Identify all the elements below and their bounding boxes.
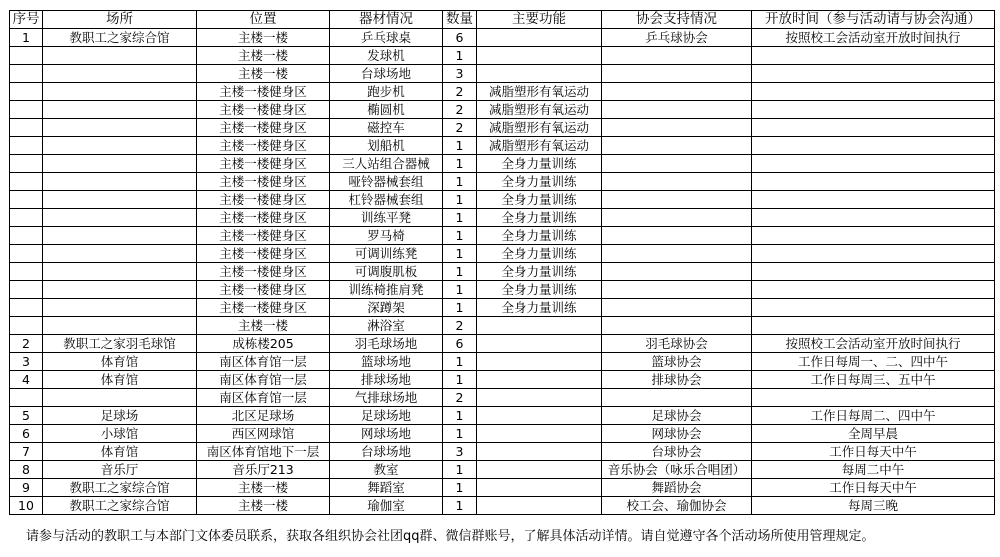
col-index: 6 — [10, 425, 43, 443]
col-equipment: 深蹲架 — [330, 299, 443, 317]
col-location: 南区体育馆一层 — [197, 353, 330, 371]
col-equipment: 罗马椅 — [330, 227, 443, 245]
col-index — [10, 281, 43, 299]
col-open-time: 按照校工会活动室开放时间执行 — [752, 29, 995, 47]
col-location: 主楼一楼 — [197, 317, 330, 335]
col-equipment: 乒乓球桌 — [330, 29, 443, 47]
col-open-time — [752, 83, 995, 101]
col-function: 全身力量训练 — [477, 299, 602, 317]
col-open-time: 按照校工会活动室开放时间执行 — [752, 335, 995, 353]
col-function — [477, 497, 602, 515]
col-open-time — [752, 209, 995, 227]
col-quantity: 2 — [443, 83, 477, 101]
col-open-time — [752, 245, 995, 263]
col-location: 主楼一楼健身区 — [197, 137, 330, 155]
col-open-time — [752, 227, 995, 245]
col-quantity: 1 — [443, 371, 477, 389]
col-venue — [43, 191, 197, 209]
col-quantity: 6 — [443, 29, 477, 47]
col-function: 全身力量训练 — [477, 191, 602, 209]
col-open-time — [752, 137, 995, 155]
col-function: 全身力量训练 — [477, 281, 602, 299]
header-col-association: 协会支持情况 — [602, 11, 752, 29]
col-venue — [43, 155, 197, 173]
col-equipment: 足球场地 — [330, 407, 443, 425]
table-row — [10, 119, 995, 137]
table-row — [10, 443, 995, 461]
table-row — [10, 245, 995, 263]
col-function: 全身力量训练 — [477, 209, 602, 227]
table-row — [10, 155, 995, 173]
col-index — [10, 263, 43, 281]
col-open-time: 工作日每周二、四中午 — [752, 407, 995, 425]
col-venue: 足球场 — [43, 407, 197, 425]
col-location: 主楼一楼健身区 — [197, 281, 330, 299]
col-location: 主楼一楼健身区 — [197, 263, 330, 281]
col-quantity: 1 — [443, 191, 477, 209]
col-equipment: 可调腹肌板 — [330, 263, 443, 281]
col-association: 篮球协会 — [602, 353, 752, 371]
col-function — [477, 353, 602, 371]
col-index — [10, 299, 43, 317]
table-row — [10, 335, 995, 353]
table-row — [10, 353, 995, 371]
col-location: 主楼一楼健身区 — [197, 299, 330, 317]
col-location: 主楼一楼健身区 — [197, 209, 330, 227]
col-function: 全身力量训练 — [477, 263, 602, 281]
header-col-open-time: 开放时间（参与活动请与协会沟通） — [752, 11, 995, 29]
col-location: 主楼一楼健身区 — [197, 245, 330, 263]
col-equipment: 淋浴室 — [330, 317, 443, 335]
col-open-time: 全周早晨 — [752, 425, 995, 443]
col-association: 足球协会 — [602, 407, 752, 425]
col-function — [477, 29, 602, 47]
col-function — [477, 425, 602, 443]
col-location: 主楼一楼健身区 — [197, 83, 330, 101]
col-function: 减脂塑形有氧运动 — [477, 119, 602, 137]
col-association — [602, 263, 752, 281]
col-equipment: 网球场地 — [330, 425, 443, 443]
col-quantity: 2 — [443, 119, 477, 137]
col-open-time: 工作日每天中午 — [752, 479, 995, 497]
col-quantity: 1 — [443, 407, 477, 425]
col-venue — [43, 65, 197, 83]
col-quantity: 1 — [443, 479, 477, 497]
col-location: 音乐厅213 — [197, 461, 330, 479]
col-location: 主楼一楼 — [197, 479, 330, 497]
col-function — [477, 335, 602, 353]
table-row — [10, 209, 995, 227]
col-venue: 教职工之家综合馆 — [43, 479, 197, 497]
col-open-time — [752, 65, 995, 83]
col-open-time: 工作日每周一、二、四中午 — [752, 353, 995, 371]
col-venue — [43, 389, 197, 407]
col-function: 全身力量训练 — [477, 227, 602, 245]
col-equipment: 排球场地 — [330, 371, 443, 389]
col-venue: 体育馆 — [43, 353, 197, 371]
col-equipment: 可调训练凳 — [330, 245, 443, 263]
col-quantity: 1 — [443, 299, 477, 317]
col-open-time — [752, 47, 995, 65]
col-open-time — [752, 119, 995, 137]
header-row — [10, 11, 995, 29]
header-col-quantity: 数量 — [443, 11, 477, 29]
col-association — [602, 119, 752, 137]
col-equipment: 舞蹈室 — [330, 479, 443, 497]
col-function — [477, 407, 602, 425]
col-index — [10, 47, 43, 65]
table-row — [10, 47, 995, 65]
col-index — [10, 191, 43, 209]
col-venue — [43, 137, 197, 155]
col-venue: 教职工之家综合馆 — [43, 497, 197, 515]
col-function — [477, 443, 602, 461]
header-col-location: 位置 — [197, 11, 330, 29]
col-function: 全身力量训练 — [477, 173, 602, 191]
col-association: 乒乓球协会 — [602, 29, 752, 47]
col-venue — [43, 101, 197, 119]
col-location: 主楼一楼健身区 — [197, 191, 330, 209]
col-location: 北区足球场 — [197, 407, 330, 425]
col-quantity: 2 — [443, 389, 477, 407]
col-quantity: 1 — [443, 245, 477, 263]
col-index — [10, 209, 43, 227]
col-index: 2 — [10, 335, 43, 353]
table-row — [10, 317, 995, 335]
col-function — [477, 65, 602, 83]
col-open-time: 每周三晚 — [752, 497, 995, 515]
col-equipment: 三人站组合器械 — [330, 155, 443, 173]
col-open-time: 工作日每周三、五中午 — [752, 371, 995, 389]
col-association: 台球协会 — [602, 443, 752, 461]
col-open-time — [752, 317, 995, 335]
col-index — [10, 65, 43, 83]
header-col-function: 主要功能 — [477, 11, 602, 29]
col-index: 3 — [10, 353, 43, 371]
col-location: 西区网球馆 — [197, 425, 330, 443]
col-index: 4 — [10, 371, 43, 389]
col-index — [10, 245, 43, 263]
table-row — [10, 407, 995, 425]
col-open-time — [752, 263, 995, 281]
col-quantity: 1 — [443, 425, 477, 443]
header-col-index: 序号 — [10, 11, 43, 29]
col-equipment: 篮球场地 — [330, 353, 443, 371]
col-function — [477, 371, 602, 389]
col-venue — [43, 317, 197, 335]
col-venue — [43, 173, 197, 191]
table-row — [10, 389, 995, 407]
col-equipment: 台球场地 — [330, 443, 443, 461]
col-quantity: 2 — [443, 101, 477, 119]
col-index: 10 — [10, 497, 43, 515]
table-row — [10, 83, 995, 101]
table-row — [10, 65, 995, 83]
table-row — [10, 263, 995, 281]
col-function: 全身力量训练 — [477, 155, 602, 173]
col-index: 8 — [10, 461, 43, 479]
col-index: 7 — [10, 443, 43, 461]
col-equipment: 跑步机 — [330, 83, 443, 101]
col-quantity: 1 — [443, 461, 477, 479]
col-function: 减脂塑形有氧运动 — [477, 137, 602, 155]
col-venue — [43, 209, 197, 227]
col-venue — [43, 281, 197, 299]
col-function: 减脂塑形有氧运动 — [477, 101, 602, 119]
col-equipment: 训练平凳 — [330, 209, 443, 227]
col-association — [602, 83, 752, 101]
col-quantity: 1 — [443, 137, 477, 155]
col-venue — [43, 47, 197, 65]
col-open-time: 每周二中午 — [752, 461, 995, 479]
col-association — [602, 155, 752, 173]
col-location: 主楼一楼健身区 — [197, 227, 330, 245]
col-location: 南区体育馆地下一层 — [197, 443, 330, 461]
col-open-time — [752, 389, 995, 407]
table-row — [10, 371, 995, 389]
table-row — [10, 425, 995, 443]
col-quantity: 1 — [443, 281, 477, 299]
col-index — [10, 155, 43, 173]
col-open-time — [752, 155, 995, 173]
col-function — [477, 47, 602, 65]
col-association: 网球协会 — [602, 425, 752, 443]
col-quantity: 3 — [443, 65, 477, 83]
col-location: 主楼一楼 — [197, 497, 330, 515]
col-quantity: 1 — [443, 227, 477, 245]
col-venue: 音乐厅 — [43, 461, 197, 479]
table-row — [10, 137, 995, 155]
col-equipment: 哑铃器械套组 — [330, 173, 443, 191]
col-open-time — [752, 173, 995, 191]
col-venue — [43, 119, 197, 137]
col-open-time — [752, 191, 995, 209]
col-equipment: 瑜伽室 — [330, 497, 443, 515]
col-index — [10, 83, 43, 101]
col-quantity: 1 — [443, 209, 477, 227]
col-equipment: 教室 — [330, 461, 443, 479]
col-index — [10, 119, 43, 137]
col-equipment: 气排球场地 — [330, 389, 443, 407]
col-equipment: 椭圆机 — [330, 101, 443, 119]
table-row — [10, 29, 995, 47]
col-location: 主楼一楼 — [197, 29, 330, 47]
col-association: 校工会、瑜伽协会 — [602, 497, 752, 515]
col-association — [602, 191, 752, 209]
col-association — [602, 65, 752, 83]
col-quantity: 1 — [443, 47, 477, 65]
col-function — [477, 389, 602, 407]
col-open-time — [752, 299, 995, 317]
col-index — [10, 227, 43, 245]
col-association — [602, 227, 752, 245]
col-index: 1 — [10, 29, 43, 47]
col-location: 南区体育馆一层 — [197, 371, 330, 389]
col-quantity: 1 — [443, 353, 477, 371]
col-association — [602, 47, 752, 65]
col-index — [10, 317, 43, 335]
col-open-time: 工作日每天中午 — [752, 443, 995, 461]
header-col-equipment: 器材情况 — [330, 11, 443, 29]
col-quantity: 1 — [443, 173, 477, 191]
table-row — [10, 101, 995, 119]
col-venue: 体育馆 — [43, 443, 197, 461]
col-location: 主楼一楼健身区 — [197, 101, 330, 119]
col-index — [10, 173, 43, 191]
col-location: 主楼一楼 — [197, 65, 330, 83]
col-equipment: 杠铃器械套组 — [330, 191, 443, 209]
col-association — [602, 281, 752, 299]
col-location: 主楼一楼健身区 — [197, 173, 330, 191]
col-location: 主楼一楼健身区 — [197, 119, 330, 137]
table-row — [10, 479, 995, 497]
col-quantity: 3 — [443, 443, 477, 461]
col-index — [10, 101, 43, 119]
col-association — [602, 173, 752, 191]
col-equipment: 划船机 — [330, 137, 443, 155]
col-index — [10, 137, 43, 155]
col-venue: 体育馆 — [43, 371, 197, 389]
footer-note: 请参与活动的教职工与本部门文体委员联系，获取各组织协会社团qq群、微信群账号，了解具体活动详情。请自觉遵守各个活动场所使用管理规定。 — [26, 529, 875, 544]
col-venue — [43, 299, 197, 317]
col-venue — [43, 263, 197, 281]
col-association — [602, 317, 752, 335]
col-index: 5 — [10, 407, 43, 425]
col-quantity: 1 — [443, 263, 477, 281]
col-function — [477, 479, 602, 497]
table-row — [10, 461, 995, 479]
col-association: 排球协会 — [602, 371, 752, 389]
col-association — [602, 299, 752, 317]
col-venue — [43, 245, 197, 263]
col-quantity: 1 — [443, 155, 477, 173]
col-venue: 教职工之家综合馆 — [43, 29, 197, 47]
col-equipment: 台球场地 — [330, 65, 443, 83]
header-col-venue: 场所 — [43, 11, 197, 29]
col-location: 成栋楼205 — [197, 335, 330, 353]
col-open-time — [752, 101, 995, 119]
col-association: 音乐协会（咏乐合唱团） — [602, 461, 752, 479]
col-venue: 教职工之家羽毛球馆 — [43, 335, 197, 353]
col-association: 舞蹈协会 — [602, 479, 752, 497]
table-row — [10, 227, 995, 245]
col-location: 南区体育馆一层 — [197, 389, 330, 407]
col-function — [477, 317, 602, 335]
table-row — [10, 173, 995, 191]
col-index — [10, 389, 43, 407]
col-association: 羽毛球协会 — [602, 335, 752, 353]
col-quantity: 6 — [443, 335, 477, 353]
col-function: 全身力量训练 — [477, 245, 602, 263]
col-association — [602, 101, 752, 119]
venue-table — [9, 10, 995, 515]
col-function — [477, 461, 602, 479]
col-association — [602, 389, 752, 407]
col-location: 主楼一楼 — [197, 47, 330, 65]
col-index: 9 — [10, 479, 43, 497]
col-open-time — [752, 281, 995, 299]
col-venue: 小球馆 — [43, 425, 197, 443]
col-association — [602, 209, 752, 227]
col-equipment: 羽毛球场地 — [330, 335, 443, 353]
col-quantity: 2 — [443, 317, 477, 335]
col-association — [602, 137, 752, 155]
table-row — [10, 299, 995, 317]
table-row — [10, 497, 995, 515]
col-quantity: 1 — [443, 497, 477, 515]
col-venue — [43, 227, 197, 245]
col-equipment: 训练椅推肩凳 — [330, 281, 443, 299]
table-row — [10, 191, 995, 209]
col-function: 减脂塑形有氧运动 — [477, 83, 602, 101]
col-association — [602, 245, 752, 263]
col-equipment: 磁控车 — [330, 119, 443, 137]
col-equipment: 发球机 — [330, 47, 443, 65]
col-venue — [43, 83, 197, 101]
col-location: 主楼一楼健身区 — [197, 155, 330, 173]
table-row — [10, 281, 995, 299]
